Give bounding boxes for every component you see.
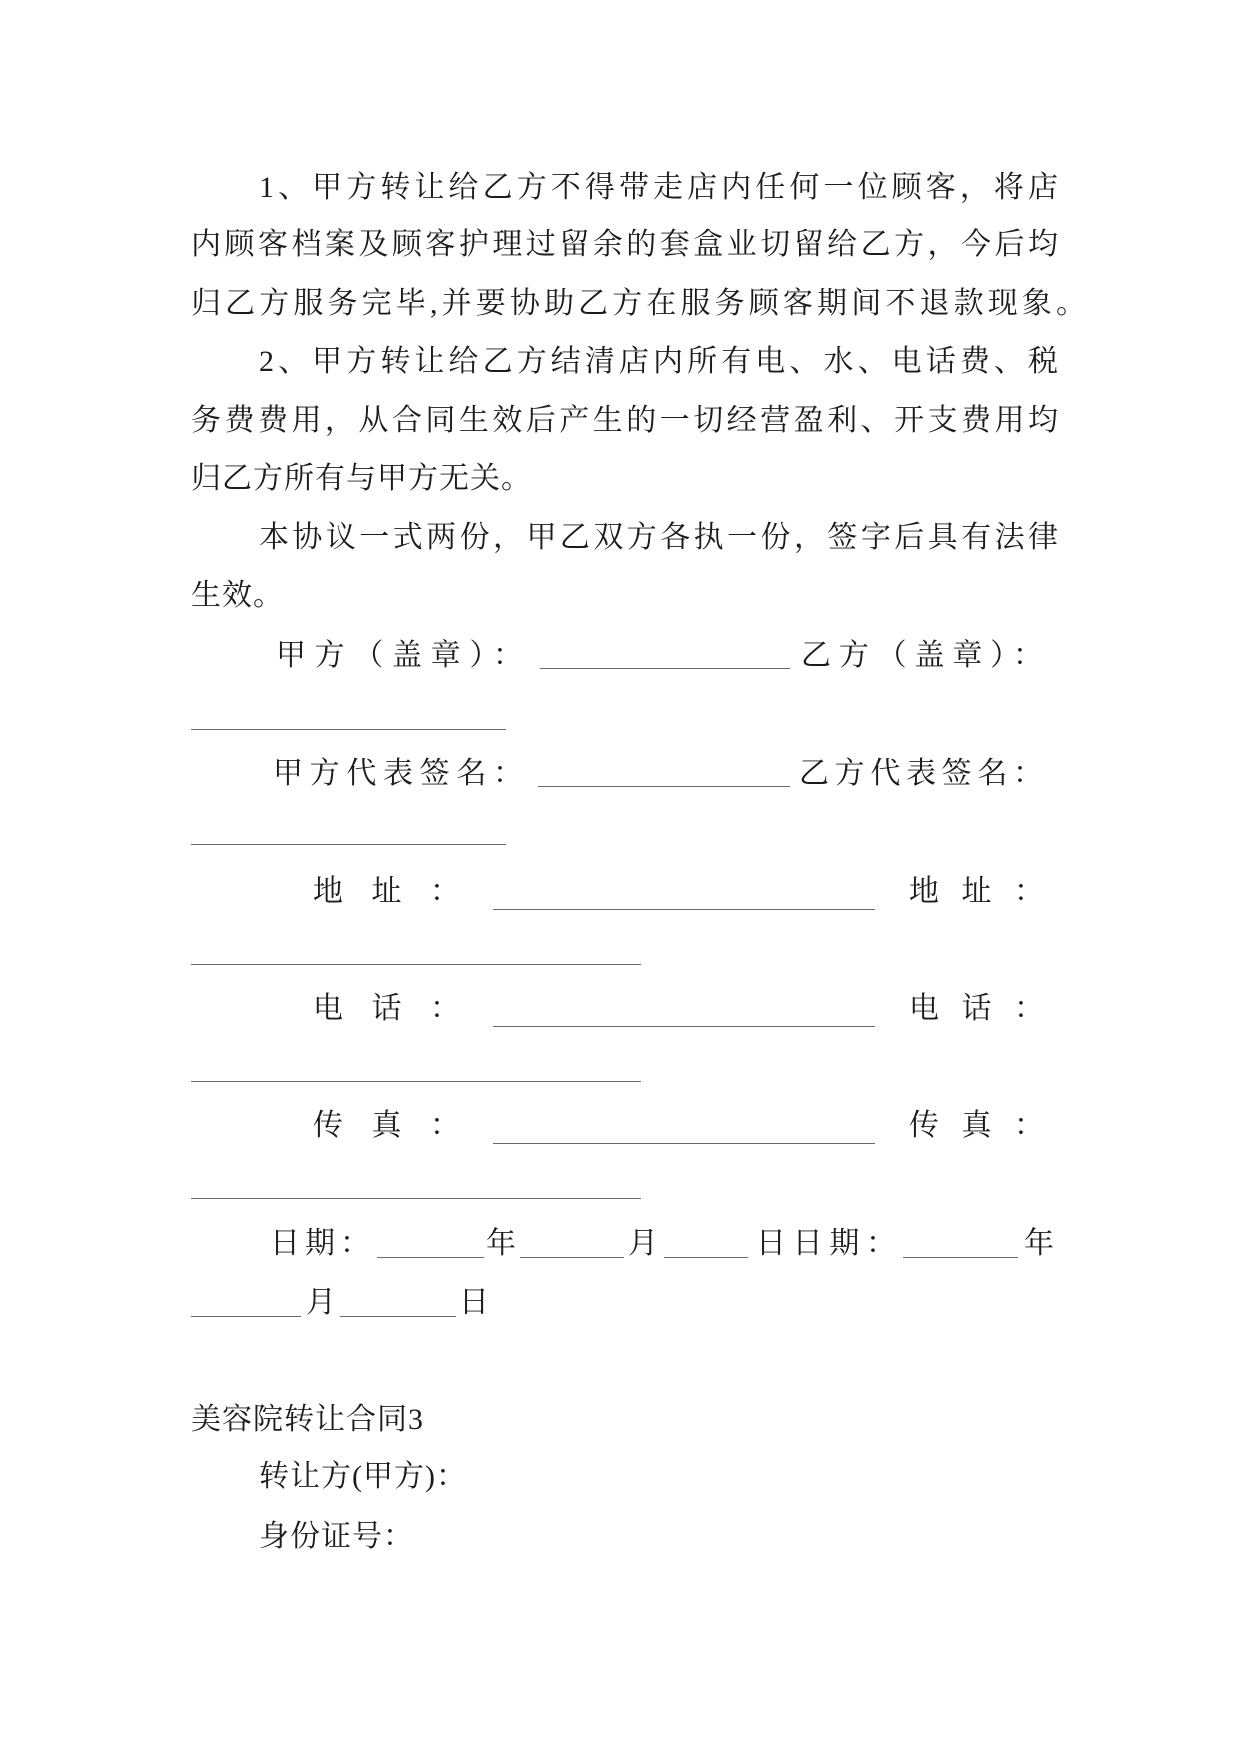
party-b-representative-blank — [191, 844, 506, 845]
party-a-phone-label: 电话： — [313, 992, 460, 1025]
closing-line-2: 生效。 — [191, 579, 284, 612]
id-number-label: 身份证号： — [259, 1520, 414, 1553]
party-b-phone-label: 电话： — [909, 992, 1044, 1025]
party-a-month-blank — [520, 1257, 624, 1258]
party-b-date-label: 日期： — [792, 1227, 897, 1260]
party-b-day-unit: 日 — [459, 1286, 490, 1319]
party-b-phone-blank — [191, 1081, 641, 1082]
party-a-day-blank — [664, 1257, 748, 1258]
party-a-month-unit: 月 — [628, 1227, 659, 1260]
party-a-fax-blank — [493, 1143, 875, 1144]
party-b-month-blank — [191, 1316, 301, 1317]
party-a-representative-label: 甲方代表签名： — [273, 757, 523, 790]
clause-1-line-1: 1、甲方转让给乙方不得带走店内任何一位顾客，将店 — [259, 171, 1058, 204]
clause-2-line-2: 务费费用，从合同生效后产生的一切经营盈利、开支费用均 — [191, 404, 1058, 437]
party-b-month-unit: 月 — [306, 1286, 337, 1319]
party-b-address-blank — [191, 964, 641, 965]
clause-1-line-3: 归乙方服务完毕,并要协助乙方在服务顾客期间不退款现象。 — [191, 287, 1086, 320]
party-b-day-blank — [340, 1316, 456, 1317]
party-a-day-unit: 日 — [756, 1227, 793, 1260]
party-a-address-blank — [493, 909, 875, 910]
party-a-representative-blank — [538, 786, 790, 787]
party-a-seal-blank — [540, 668, 790, 669]
party-b-fax-blank — [191, 1198, 641, 1199]
party-b-fax-label: 传真： — [909, 1109, 1044, 1142]
party-b-address-label: 地址： — [909, 875, 1044, 908]
party-a-day-and-party-b-date-label — [756, 1224, 896, 1264]
party-a-phone-blank — [493, 1026, 875, 1027]
party-b-seal-blank — [191, 729, 506, 730]
closing-line-1: 本协议一式两份，甲乙双方各执一份，签字后具有法律 — [259, 521, 1058, 554]
party-b-year-unit: 年 — [1024, 1227, 1055, 1260]
clause-2-line-3: 归乙方所有与甲方无关。 — [191, 462, 532, 495]
party-b-seal-label: 乙方（盖章）： — [801, 639, 1043, 672]
party-a-date-label: 日期： — [270, 1227, 370, 1260]
party-b-representative-label: 乙方代表签名： — [799, 757, 1043, 790]
party-a-fax-label: 传真： — [313, 1109, 460, 1142]
party-a-year-blank — [377, 1257, 484, 1258]
party-a-seal-label: 甲方（盖章）： — [276, 639, 523, 672]
transferor-label: 转让方(甲方)： — [259, 1460, 467, 1493]
next-contract-title: 美容院转让合同3 — [191, 1403, 424, 1436]
party-a-address-label: 地址： — [313, 875, 460, 908]
clause-2-line-1: 2、甲方转让给乙方结清店内所有电、水、电话费、税 — [259, 345, 1058, 378]
clause-1-line-2: 内顾客档案及顾客护理过留余的套盒业切留给乙方，今后均 — [191, 228, 1058, 261]
party-b-year-blank — [903, 1257, 1018, 1258]
party-a-year-unit: 年 — [486, 1227, 517, 1260]
